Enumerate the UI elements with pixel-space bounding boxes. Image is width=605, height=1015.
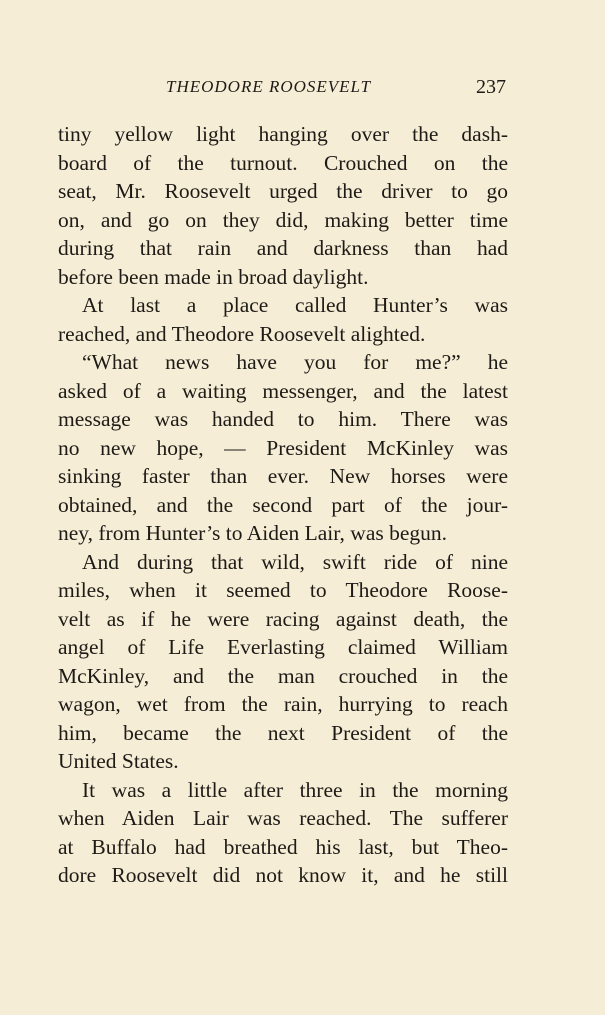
running-head [58,74,508,100]
text-line: sinking faster than ever. New horses were [58,464,508,488]
text-line: before been made in broad daylight. [58,264,369,289]
text-line: no new hope, — President McKinley was [58,435,508,460]
text-line: message was handed to him. There was [58,407,508,431]
text-line: It was a little after three in the morning [82,777,508,802]
text-line: during that rain and darkness than had [58,236,508,260]
page-number: 237 [476,76,506,98]
text-line: ney, from Hunter’s to Aiden Lair, was begun. [58,521,448,545]
text-line: At last a place called Hunter’s was [82,293,508,317]
text-line: asked of a waiting messenger, and the latest [58,378,508,403]
text-line: velt as if he were racing against death, the [58,606,508,631]
text-line: board of the turnout. Crouched on the [58,150,508,175]
text-line: wagon, wet from the rain, hurrying to reach [58,692,508,716]
text-line: dore Roosevelt did not know it, and he still [58,863,508,887]
text-line: McKinley, and the man crouched in the [58,663,508,688]
text-line: on, and go on they did, making better time [58,207,508,232]
text-line: And during that wild, swift ride of nine [82,549,508,574]
text-line: angel of Life Everlasting claimed William [58,635,508,659]
text-line: United States. [58,749,179,773]
text-line: tiny yellow light hanging over the dash- [58,122,508,146]
body-text [58,120,508,890]
text-line: obtained, and the second part of the jour- [58,492,508,517]
text-line: him, became the next President of the [58,720,508,745]
running-title: THEODORE ROOSEVELT [166,77,372,96]
text-line: “What news have you for me?” he [82,350,508,374]
text-line: reached, and Theodore Roosevelt alighted. [58,321,426,346]
text-line: miles, when it seemed to Theodore Roose- [58,578,508,602]
text-line: when Aiden Lair was reached. The sufferer [58,806,508,830]
text-line: at Buffalo had breathed his last, but Theo- [58,834,508,859]
text-line: seat, Mr. Roosevelt urged the driver to go [58,179,508,203]
